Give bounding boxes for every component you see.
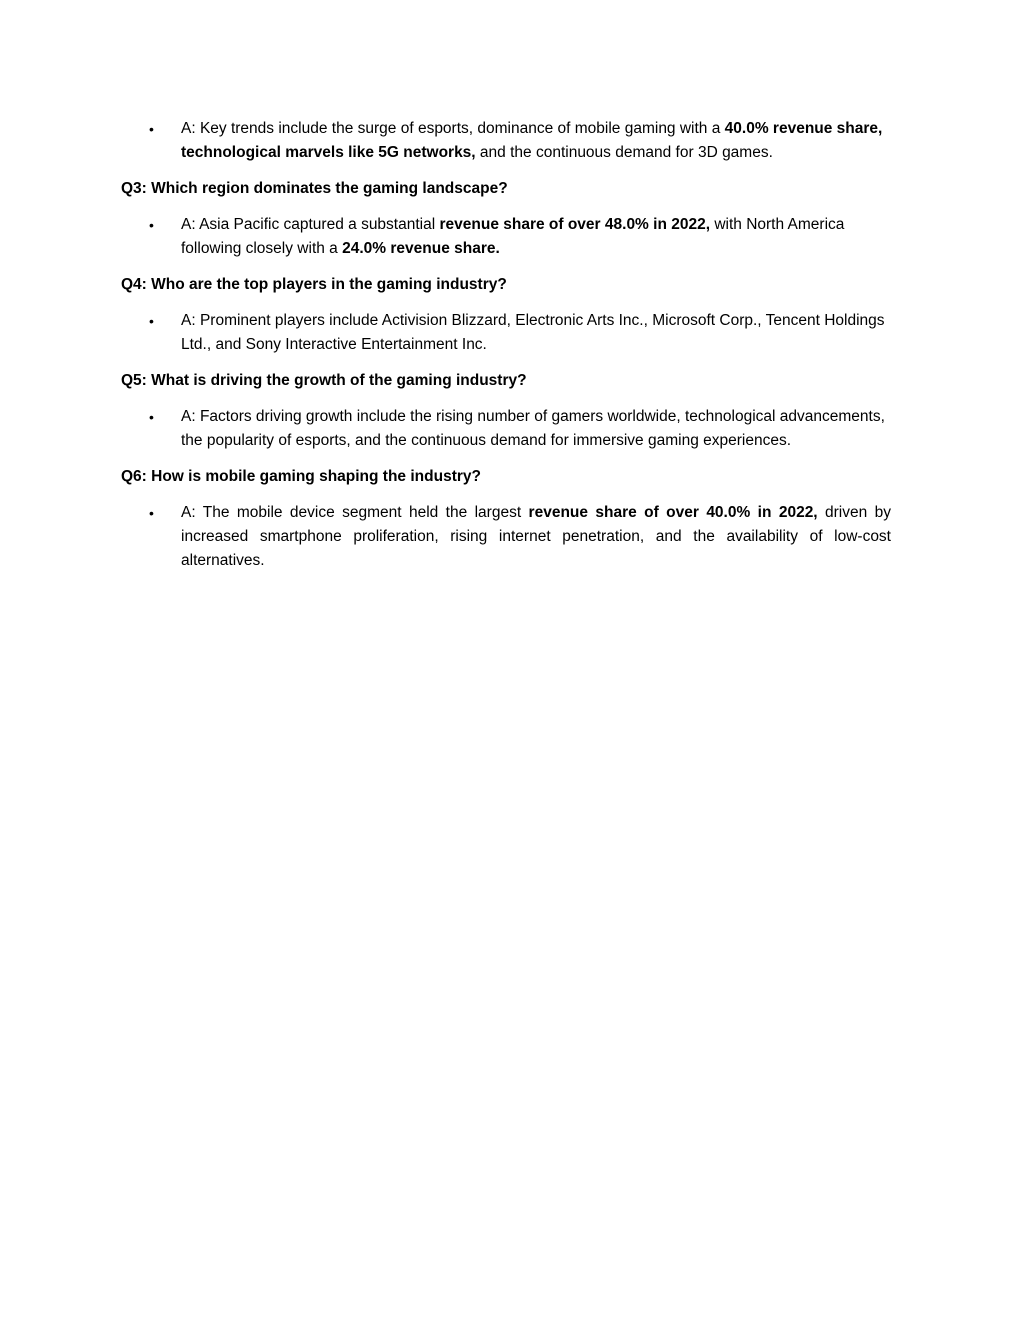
answer-text-part: A: Key trends include the surge of esports, dominance of mobile gaming with a bbox=[181, 120, 725, 137]
answer-item bbox=[121, 309, 891, 357]
answer-text-bold: 40.0% revenue share, technological marvels like 5G networks, bbox=[181, 120, 883, 161]
answer-text-bold: 24.0% revenue share. bbox=[342, 240, 500, 257]
bullet-icon: • bbox=[149, 121, 154, 137]
answer-item bbox=[121, 405, 891, 453]
answer-list-q5 bbox=[121, 405, 891, 453]
faq-content bbox=[121, 117, 891, 585]
answer-text-part: A: Prominent players include Activision Blizzard, Electronic Arts Inc., Microsoft Corp., Tencent Holdings Ltd., and Sony Interactive Entertainment Inc. bbox=[181, 312, 885, 353]
bullet-icon: • bbox=[149, 217, 154, 233]
bullet-icon: • bbox=[149, 409, 154, 425]
answer-list-q4 bbox=[121, 309, 891, 357]
answer-text-bold: revenue share of over 40.0% in 2022, bbox=[528, 504, 818, 521]
answer-item bbox=[121, 117, 891, 165]
answer-item bbox=[121, 501, 891, 573]
bullet-icon: • bbox=[149, 313, 154, 329]
answer-text-part: A: The mobile device segment held the largest bbox=[181, 504, 529, 521]
answer-text-part: and the continuous demand for 3D games. bbox=[475, 144, 773, 161]
question-heading-q5: Q5: What is driving the growth of the gaming industry? bbox=[121, 372, 527, 389]
answer-list-q3 bbox=[121, 213, 891, 261]
answer-text-part: A: Asia Pacific captured a substantial bbox=[181, 216, 440, 233]
question-heading-q4: Q4: Who are the top players in the gaming industry? bbox=[121, 276, 507, 293]
answer-text-part: driven by increased smartphone proliferation, rising internet penetration, and the availability of low-cost alternatives. bbox=[181, 504, 892, 569]
answer-text-bold: revenue share of over 48.0% in 2022, bbox=[439, 216, 711, 233]
answer-list-q2 bbox=[121, 117, 891, 165]
bullet-icon: • bbox=[149, 505, 154, 521]
answer-text-part: with North America following closely with a bbox=[181, 216, 845, 257]
answer-text-part: A: Factors driving growth include the rising number of gamers worldwide, technological advancements, the popularity of esports, and the continuous demand for immersive gaming experiences. bbox=[181, 408, 885, 449]
answer-list-q6 bbox=[121, 501, 891, 573]
question-heading-q6: Q6: How is mobile gaming shaping the industry? bbox=[121, 468, 481, 485]
question-heading-q3: Q3: Which region dominates the gaming landscape? bbox=[121, 180, 508, 197]
answer-item bbox=[121, 213, 891, 261]
